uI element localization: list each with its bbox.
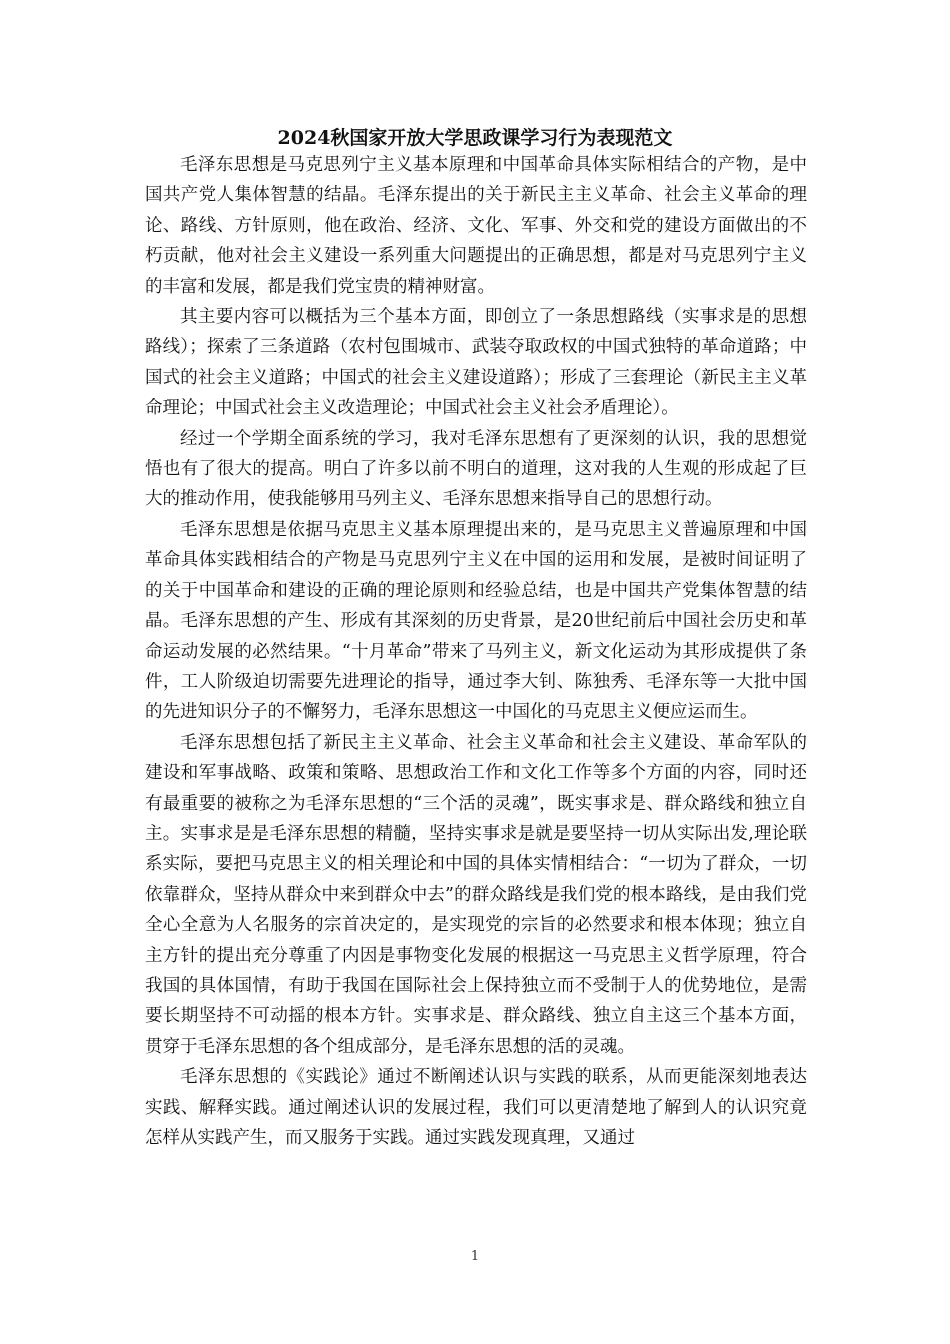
paragraph: 毛泽东思想的《实践论》通过不断阐述认识与实践的联系，从而更能深刻地表达实践、解释实践。通过阐述认识的发展过程，我们可以更清楚地了解到人的认识究竟怎样从实践产生，而又服务于实践。通过实践发现真理，又通过 [145, 1067, 807, 1148]
paragraph: 毛泽东思想是马克思列宁主义基本原理和中国革命具体实际相结合的产物，是中国共产党人集体智慧的结晶。毛泽东提出的关于新民主主义革命、社会主义革命的理论、路线、方针原则，他在政治、经济、文化、军事、外交和党的建设方面做出的不朽贡献，他对社会主义建设一系列重大问题提出的正确思想，都是对马克思列宁主义的丰富和发展，都是我们党宝贵的精神财富。 [145, 155, 807, 297]
paragraph: 其主要内容可以概括为三个基本方面，即创立了一条思想路线（实事求是的思想路线）；探索了三条道路（农村包围城市、武装夺取政权的中国式独特的革命道路；中国式的社会主义道路；中国式的社会主义建设道路）；形成了三套理论（新民主主义革命理论；中国式社会主义改造理论；中国式社会主义社会矛盾理论）。 [145, 307, 807, 419]
paragraph: 毛泽东思想包括了新民主主义革命、社会主义革命和社会主义建设、革命军队的建设和军事战略、政策和策略、思想政治工作和文化工作等多个方面的内容，同时还有最重要的被称之为毛泽东思想的“三个活的灵魂”，既实事求是、群众路线和独立自主。实事求是是毛泽东思想的精髓，坚持实事求是就是要坚持一切从实际出发,理论联系实际，要把马克思主义的相关理论和中国的具体实情相结合：“一切为了群众，一切依靠群众，坚持从群众中来到群众中去”的群众路线是我们党的根本路线，是由我们党全心全意为人名服务的宗首决定的，是实现党的宗旨的必然要求和根本体现；独立自主方针的提出充分尊重了内因是事物变化发展的根据这一马克思主义哲学原理，符合我国的具体国情，有助于我国在国际社会上保持独立而不受制于人的优势地位，是需要长期坚持不可动摇的根本方针。实事求是、群众路线、独立自主这三个基本方面，贯穿于毛泽东思想的各个组成部分，是毛泽东思想的活的灵魂。 [145, 732, 807, 1057]
page-number: 1 [470, 1249, 480, 1264]
paragraph: 毛泽东思想是依据马克思主义基本原理提出来的，是马克思主义普遍原理和中国革命具体实践相结合的产物是马克思列宁主义在中国的运用和发展，是被时间证明了的关于中国革命和建设的正确的理论原则和经验总结，也是中国共产党集体智慧的结晶。毛泽东思想的产生、形成有其深刻的历史背景，是20世纪前后中国社会历史和革命运动发展的必然结果。“十月革命”带来了马列主义，新文化运动为其形成提供了条件，工人阶级迫切需要先进理论的指导，通过李大钊、陈独秀、毛泽东等一大批中国的先进知识分子的不懈努力，毛泽东思想这一中国化的马克思主义便应运而生。 [145, 519, 807, 723]
document-title: 2024秋国家开放大学思政课学习行为表现范文 [277, 127, 673, 149]
document-body [145, 150, 807, 1153]
paragraph: 经过一个学期全面系统的学习，我对毛泽东思想有了更深刻的认识，我的思想觉悟也有了很大的提高。明白了许多以前不明白的道理，这对我的人生观的形成起了巨大的推动作用，使我能够用马列主义、毛泽东思想来指导自己的思想行动。 [145, 428, 807, 510]
